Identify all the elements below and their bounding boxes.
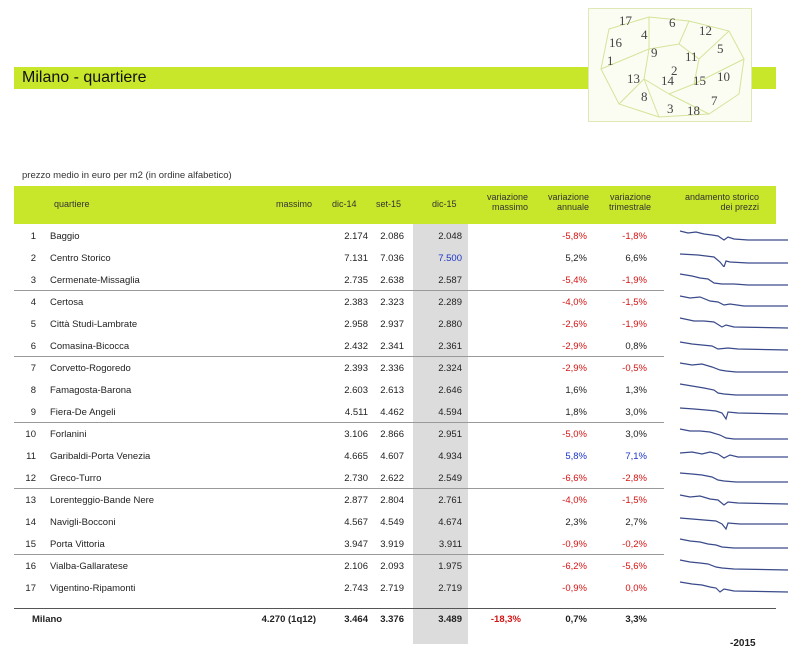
row-var-annuale: 2,3% — [565, 517, 587, 528]
row-number: 7 — [30, 363, 36, 374]
table-row — [14, 226, 776, 248]
row-var-annuale: -5,8% — [562, 231, 587, 242]
row-quartiere: Famagosta-Barona — [50, 385, 132, 396]
row-set15: 2.613 — [380, 385, 404, 396]
row-number: 14 — [25, 517, 36, 528]
table-row — [14, 512, 776, 534]
row-number: 12 — [25, 473, 36, 484]
trend-sparkline-icon — [678, 447, 790, 465]
row-var-trimestrale: 3,0% — [625, 407, 647, 418]
row-var-annuale: -2,6% — [562, 319, 587, 330]
table-row — [14, 380, 776, 402]
header-quartiere: quartiere — [54, 199, 90, 209]
map-district-number: 1 — [607, 53, 614, 68]
row-var-trimestrale: -1,9% — [622, 319, 647, 330]
row-var-annuale: -6,6% — [562, 473, 587, 484]
row-dic14: 2.106 — [344, 561, 368, 572]
subtitle: prezzo medio in euro per m2 (in ordine alfabetico) — [22, 170, 232, 181]
map-district-number: 3 — [667, 101, 674, 116]
row-dic14: 2.877 — [344, 495, 368, 506]
row-dic15: 3.911 — [438, 539, 462, 550]
row-quartiere: Greco-Turro — [50, 473, 102, 484]
header-var-ann-line1: variazione — [547, 192, 589, 202]
row-number: 11 — [26, 451, 36, 462]
table-row — [14, 248, 776, 270]
map-district-number: 18 — [687, 103, 700, 118]
row-dic15: 2.289 — [438, 297, 462, 308]
header-var-tri-line2: trimestrale — [608, 202, 651, 212]
trend-sparkline-icon — [678, 359, 790, 377]
row-quartiere: Lorenteggio-Bande Nere — [50, 495, 155, 506]
table-row — [14, 490, 776, 512]
map-district-number: 16 — [609, 35, 622, 50]
map-district-number: 9 — [651, 45, 658, 60]
row-var-trimestrale: -1,5% — [622, 297, 647, 308]
row-var-trimestrale: 0,0% — [625, 583, 647, 594]
group-separator — [14, 290, 664, 291]
header-var-annuale — [534, 192, 589, 212]
row-dic14: 2.743 — [344, 583, 368, 594]
header-var-ann-line2: annuale — [556, 202, 589, 212]
row-dic15: 2.549 — [438, 473, 462, 484]
row-var-trimestrale: -0,5% — [622, 363, 647, 374]
trend-sparkline-icon — [678, 491, 790, 509]
header-trend-line1: andamento storico — [684, 192, 759, 202]
map-district-number: 15 — [693, 73, 706, 88]
row-set15: 4.462 — [380, 407, 404, 418]
header-dic15: dic-15 — [432, 199, 457, 209]
row-quartiere: Baggio — [50, 231, 80, 242]
row-set15: 2.804 — [380, 495, 404, 506]
row-var-annuale: -0,9% — [562, 539, 587, 550]
row-var-annuale: -2,9% — [562, 363, 587, 374]
group-separator — [14, 554, 664, 555]
row-dic15: 2.719 — [438, 583, 462, 594]
row-dic14: 7.131 — [344, 253, 368, 264]
table-row — [14, 534, 776, 556]
row-set15: 2.719 — [380, 583, 404, 594]
row-var-annuale: 1,6% — [565, 385, 587, 396]
row-set15: 4.549 — [380, 517, 404, 528]
trend-sparkline-icon — [678, 337, 790, 355]
row-number: 8 — [30, 385, 36, 396]
total-massimo: 4.270 (1q12) — [261, 614, 316, 625]
row-number: 4 — [30, 297, 36, 308]
map-district-number: 5 — [717, 41, 724, 56]
header-var-tri-line1: variazione — [609, 192, 651, 202]
row-var-trimestrale: -2,8% — [622, 473, 647, 484]
row-var-trimestrale: 0,8% — [625, 341, 647, 352]
row-dic14: 2.432 — [344, 341, 368, 352]
total-var-massimo: -18,3% — [490, 614, 521, 625]
table-row — [14, 556, 776, 578]
row-number: 15 — [25, 539, 36, 550]
row-quartiere: Cermenate-Missaglia — [50, 275, 140, 286]
map-district-number: 10 — [717, 69, 730, 84]
row-quartiere: Certosa — [50, 297, 84, 308]
row-number: 16 — [25, 561, 36, 572]
row-var-trimestrale: 1,3% — [625, 385, 647, 396]
row-number: 3 — [30, 275, 36, 286]
header-massimo: massimo — [276, 199, 313, 209]
row-set15: 2.093 — [380, 561, 404, 572]
table-row — [14, 446, 776, 468]
row-var-trimestrale: 7,1% — [625, 451, 647, 462]
table-row — [14, 336, 776, 358]
total-separator — [14, 608, 776, 609]
row-dic15: 2.361 — [438, 341, 462, 352]
row-var-annuale: -2,9% — [562, 341, 587, 352]
row-dic15: 2.880 — [438, 319, 462, 330]
page-title: Milano - quartiere — [22, 69, 147, 86]
total-set15: 3.376 — [380, 614, 404, 625]
row-dic15: 2.324 — [438, 363, 462, 374]
row-set15: 2.937 — [380, 319, 404, 330]
row-var-trimestrale: 3,0% — [625, 429, 647, 440]
row-dic15: 4.594 — [438, 407, 462, 418]
map-district-number: 6 — [669, 15, 676, 30]
row-quartiere: Vialba-Gallaratese — [50, 561, 128, 572]
table-row — [14, 402, 776, 424]
map-district-number: 11 — [685, 49, 698, 64]
row-var-trimestrale: -1,5% — [622, 495, 647, 506]
trend-sparkline-icon — [678, 249, 790, 267]
row-dic15: 1.975 — [438, 561, 462, 572]
row-dic14: 2.958 — [344, 319, 368, 330]
trend-sparkline-icon — [678, 469, 790, 487]
row-number: 5 — [30, 319, 36, 330]
row-var-annuale: -5,0% — [562, 429, 587, 440]
row-number: 6 — [30, 341, 36, 352]
row-dic15: 2.048 — [438, 231, 462, 242]
header-trend — [664, 192, 759, 212]
row-var-annuale: 5,8% — [565, 451, 587, 462]
total-dic15: 3.489 — [438, 614, 462, 625]
footer-year: -2015 — [730, 638, 756, 649]
trend-sparkline-icon — [678, 227, 790, 245]
row-set15: 4.607 — [380, 451, 404, 462]
row-var-annuale: -5,4% — [562, 275, 587, 286]
total-var-trimestrale: 3,3% — [625, 614, 647, 625]
trend-sparkline-icon — [678, 535, 790, 553]
map-district-number: 2 — [671, 63, 678, 78]
row-set15: 2.866 — [380, 429, 404, 440]
row-set15: 2.638 — [380, 275, 404, 286]
row-number: 17 — [25, 583, 36, 594]
map-district-number: 17 — [619, 13, 632, 28]
trend-sparkline-icon — [678, 513, 790, 531]
trend-sparkline-icon — [678, 271, 790, 289]
table-row — [14, 578, 776, 600]
trend-sparkline-icon — [678, 557, 790, 575]
header-var-massimo — [474, 192, 528, 212]
row-number: 2 — [30, 253, 36, 264]
row-set15: 2.341 — [380, 341, 404, 352]
row-quartiere: Comasina-Bicocca — [50, 341, 130, 352]
row-dic14: 2.730 — [344, 473, 368, 484]
table-row — [14, 468, 776, 490]
row-number: 9 — [30, 407, 36, 418]
row-dic14: 2.603 — [344, 385, 368, 396]
row-quartiere: Porta Vittoria — [50, 539, 105, 550]
row-dic15: 7.500 — [438, 253, 462, 264]
row-quartiere: Centro Storico — [50, 253, 111, 264]
row-quartiere: Garibaldi-Porta Venezia — [50, 451, 151, 462]
row-var-annuale: -4,0% — [562, 297, 587, 308]
row-var-annuale: -4,0% — [562, 495, 587, 506]
row-set15: 7.036 — [380, 253, 404, 264]
row-quartiere: Città Studi-Lambrate — [50, 319, 138, 330]
row-dic15: 2.951 — [438, 429, 462, 440]
table-row — [14, 358, 776, 380]
row-set15: 3.919 — [380, 539, 404, 550]
row-var-trimestrale: -1,9% — [622, 275, 647, 286]
row-dic14: 2.735 — [344, 275, 368, 286]
header-dic14: dic-14 — [332, 199, 357, 209]
row-dic14: 4.511 — [344, 407, 368, 418]
row-dic15: 2.646 — [438, 385, 462, 396]
map-district-number: 14 — [661, 73, 674, 88]
row-set15: 2.323 — [380, 297, 404, 308]
row-quartiere: Fiera-De Angeli — [50, 407, 116, 418]
header-var-trimestrale — [591, 192, 651, 212]
row-var-trimestrale: -1,8% — [622, 231, 647, 242]
map-district-number: 8 — [641, 89, 648, 104]
row-dic14: 2.174 — [344, 231, 368, 242]
total-var-annuale: 0,7% — [565, 614, 587, 625]
map-district-number: 12 — [699, 23, 712, 38]
row-dic14: 3.106 — [344, 429, 368, 440]
row-number: 1 — [30, 231, 36, 242]
trend-sparkline-icon — [678, 425, 790, 443]
table-row — [14, 424, 776, 446]
trend-sparkline-icon — [678, 293, 790, 311]
trend-sparkline-icon — [678, 315, 790, 333]
trend-sparkline-icon — [678, 381, 790, 399]
row-var-annuale: -6,2% — [562, 561, 587, 572]
row-var-trimestrale: -0,2% — [622, 539, 647, 550]
row-dic15: 4.934 — [438, 451, 462, 462]
table-header — [14, 186, 776, 224]
row-dic14: 2.383 — [344, 297, 368, 308]
row-set15: 2.086 — [380, 231, 404, 242]
map-district-number: 13 — [627, 71, 640, 86]
row-dic14: 3.947 — [344, 539, 368, 550]
row-dic15: 4.674 — [438, 517, 462, 528]
district-map — [588, 8, 752, 122]
total-dic14: 3.464 — [344, 614, 368, 625]
group-separator — [14, 422, 664, 423]
row-number: 13 — [25, 495, 36, 506]
row-dic14: 4.665 — [344, 451, 368, 462]
total-row — [14, 611, 776, 629]
header-var-max-line2: massimo — [491, 202, 528, 212]
total-name: Milano — [32, 614, 63, 625]
row-var-trimestrale: 2,7% — [625, 517, 647, 528]
row-var-annuale: 1,8% — [565, 407, 587, 418]
table-row — [14, 270, 776, 292]
row-var-trimestrale: 6,6% — [625, 253, 647, 264]
trend-sparkline-icon — [678, 403, 790, 421]
table-row — [14, 292, 776, 314]
row-var-annuale: 5,2% — [565, 253, 587, 264]
row-dic14: 4.567 — [344, 517, 368, 528]
header-var-max-line1: variazione — [486, 192, 528, 202]
row-set15: 2.336 — [380, 363, 404, 374]
header-trend-line2: dei prezzi — [720, 202, 759, 212]
row-set15: 2.622 — [380, 473, 404, 484]
group-separator — [14, 356, 664, 357]
header-set15: set-15 — [376, 199, 402, 209]
table-row — [14, 314, 776, 336]
row-var-annuale: -0,9% — [562, 583, 587, 594]
row-quartiere: Corvetto-Rogoredo — [50, 363, 131, 374]
row-dic15: 2.587 — [438, 275, 462, 286]
row-dic14: 2.393 — [344, 363, 368, 374]
trend-sparkline-icon — [678, 579, 790, 597]
group-separator — [14, 488, 664, 489]
map-district-number: 7 — [711, 93, 718, 108]
row-quartiere: Forlanini — [50, 429, 87, 440]
row-number: 10 — [25, 429, 36, 440]
row-var-trimestrale: -5,6% — [622, 561, 647, 572]
row-dic15: 2.761 — [438, 495, 462, 506]
row-quartiere: Navigli-Bocconi — [50, 517, 116, 528]
map-district-number: 4 — [641, 27, 648, 42]
row-quartiere: Vigentino-Ripamonti — [50, 583, 136, 594]
